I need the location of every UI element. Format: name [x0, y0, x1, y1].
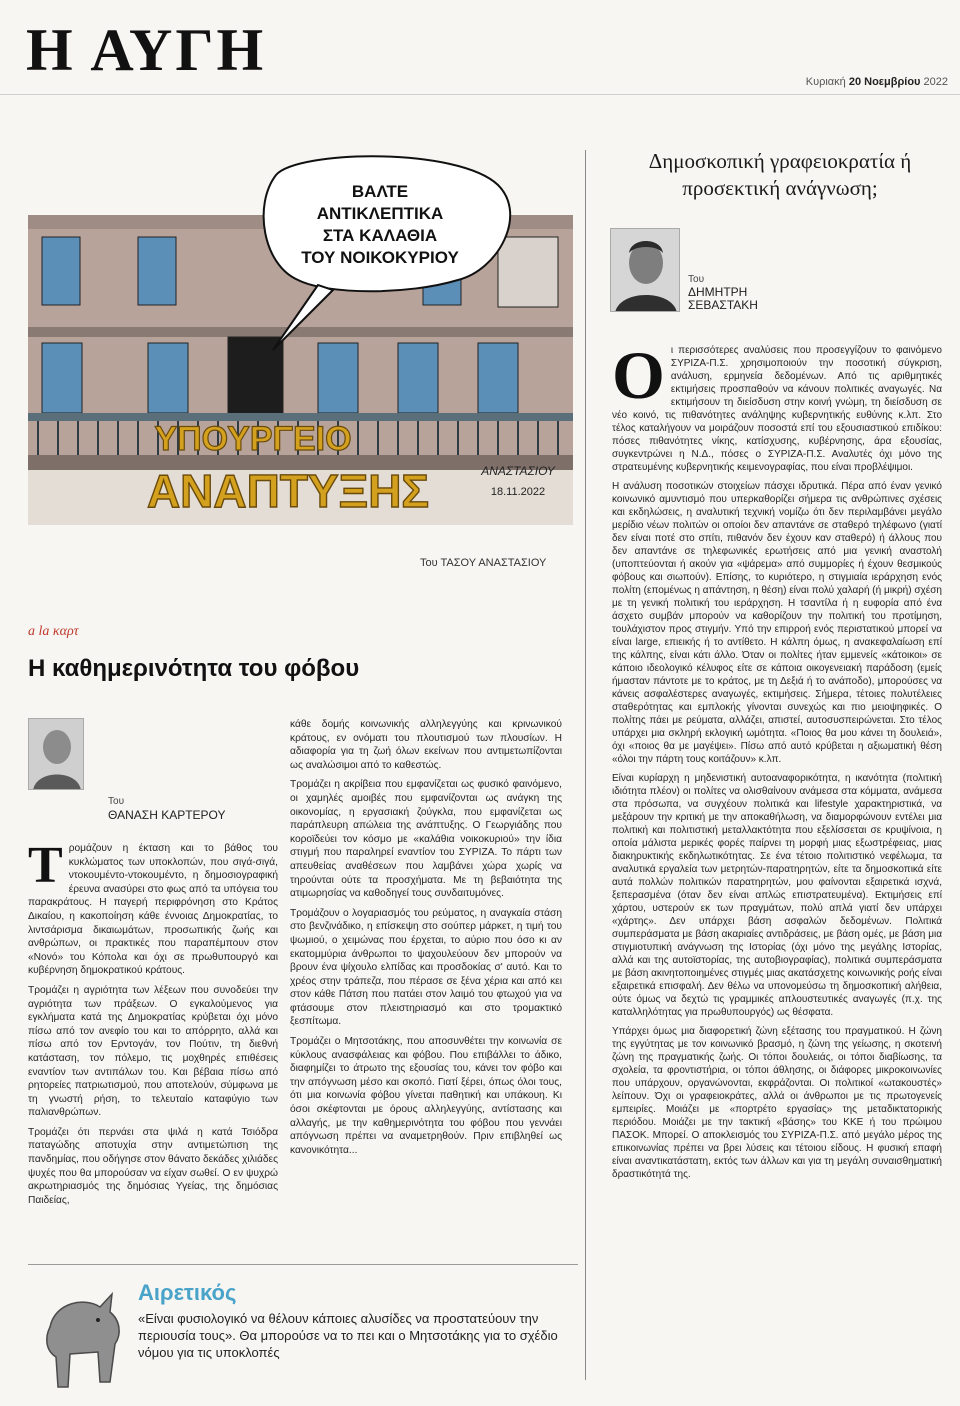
- speech-line: ΑΝΤΙΚΛΕΠΤΙΚΑ: [316, 204, 444, 223]
- author-name: ΘΑΝΑΣΗ ΚΑΡΤΕΡΟΥ: [108, 808, 226, 822]
- article-headline: Η καθημερινότητα του φόβου: [28, 655, 360, 682]
- cartoon-illustration: [28, 145, 573, 550]
- column-rule: [585, 150, 586, 1380]
- box-title: Αιρετικός: [138, 1280, 237, 1305]
- cartoon-signature-date: 18.11.2022: [490, 486, 546, 498]
- sign-line-1: ΥΠΟΥΡΓΕΙΟ: [154, 420, 352, 458]
- rhino-icon: [30, 1272, 130, 1397]
- dateline-date: 20 Νοεμβρίου: [848, 76, 921, 88]
- article-paragraph: Είναι κυρίαρχη η μηδενιστική αυτοαναφορικότητα, η ικανότητα (πολιτική ιδιότητα πλέον) οι πολίτες να ολισθαίνουν ανάμεσα στα κόμματα, ανάμεσα στα πρόσωπα, να συγχέουν πολιτικά και lifestyle χαρακτηριστικά, να μεξάρουν την κριτική με την αποκαθήλωση, να διαμορφώνουν εντέλει μια πολιτική και πολιτιστική μεταλλακτότητα που εξελίσσεται σε κρυψίνοια, η οποία μάλιστα μερικές φορές παίρνει τη μορφή μιας εξωστρέφειας, μιας διακηρυκτικής εκδηλωτικότητας. Σε ένα τέτοιο πολιτιστικό νεφέλωμα, τα αναλυτικά εργαλεία των μετρητών-παρατηρητών, είτε τα δημοσκοπικά είτε αυτά πολλών πολιτικών παρατηρητών, μου φαίνονται εξαιρετικά ισχνά, ξεπερασμένα (όταν δεν είναι απλώς επιστρατευμένα). Εκτιμήσεις επί χάρτου, υστερούν εκ των πραγμάτων, πολύ απλά γιατί δεν υπάρχει «χάρτης». Δεν υπάρχει βάση ασφαλών δεδομένων. Πολιτικά συμπεράσματα με βάση ακαριαίες αντιδράσεις, με βάση ομές, με βάση μια στιγμιοτυπική ανάγνωση της Ιστορίας (όχι μόνο της μεγάλης Ιστορίας, αλλά και της αυτοϊστορίας, της αυτοβιογραφίας), πολιτικά συμπεράσματα με βάση ακινητοποιημένες στιγμές μιας ακατάσχετης κοινωνικής ροής είναι εξαιρετικά επισφαλή. Δεν θέλω να υπονομεύσω τη δημοσκοπική αλήθεια, ούτε όμως να δεχτώ τις γραμμικές απλουστευτικές αναγωγές (π.χ. της καταλληλότητας για πρωθυπουργός) ως θέσφατα.: [612, 773, 942, 1018]
- right-byline-prefix: Του: [688, 274, 705, 285]
- article-column-2: [290, 718, 562, 1163]
- article-paragraph: Οι περισσότερες αναλύσεις που προσεγγίζουν το φαινόμενο ΣΥΡΙΖΑ-Π.Σ. χρησιμοποιούν την ποσοτική σύγκριση, ανάλυση, ερμηνεία δεδομένων. Από τις αριθμητικές εκτιμήσεις προσπαθούν να κάνουν πολιτικές αναγωγές. Να εκτιμήσουν τη διείσδυση στην κοινή γνώμη, τη διείσδυση σε νέο κοινό, τις πιθανότητες ανάληψης κυβερνητικής ευθύνης κ.λπ. Στο τέλος καταλήγουν να μοιράζουν ποσοστά επί του εξουσιαστικού επιδίκου: πόσες πιθανότητες νίκης, κατίσχυσης, κυβέρνησης, άρα εξουσίας, συγκεντρώνει η Ν.Δ., πόσες ο ΣΥΡΙΖΑ-Π.Σ. Αναλυτές όχι μόνο της στρατευμένης κυβερνητικής κειμενογραφίας, που είναι προβλέψιμοι.: [612, 337, 942, 473]
- cartoon-signature: ΑΝΑΣΤΑΣΙΟΥ: [481, 464, 555, 478]
- dateline-year: 2022: [923, 76, 948, 88]
- box-rule: [28, 1264, 578, 1265]
- article-paragraph: Τρομάζουν ο λογαριασμός του ρεύματος, η αναγκαία στάση στο βενζινάδικο, η επίσκεψη στο σούπερ μάρκετ, η τιμή του ψωμιού, ο χειμώνας που έρχεται, το αύριο που όσο κι αν εκατομμύρια άνθρωποι το ψαχουλεύουν δεν μπορούν να βρουν ένα ψίχουλο ελπίδας και προσδοκίας σ' αυτό. Και το χρέος στην τράπεζα, που πέρασε σε ξένα χέρια και από κει στον κάθε Πάτση που πατάει στον λαιμό του φτωχού για να φτάσουμε στον πλειστηριασμό και στο τρομακτικό ξεσπίτωμα.: [290, 907, 562, 1028]
- dateline-day: Κυριακή: [805, 76, 846, 88]
- article-paragraph: Υπάρχει όμως μια διαφορετική ζώνη εξέτασης του πραγματικού. Η ζώνη της εγγύτητας με τον κοινωνικό βρασμό, η ζώνη της γείωσης, η σκοτεινή ζώνη της πραγματικής ζωής. Οι τόποι δουλειάς, οι τόποι διαβίωσης, τα σχολεία, τα φροντιστήρια, οι τόποι άθλησης, οι διάφορες μικροκοινωνίες που υπάρχουν, οργανώνονται, εκφράζονται. Οι πολιτικοί «ωτακουστές» λείπουν. Όχι οι γραφειοκράτες, αλλά οι άνθρωποι με τις πρωτογενείς εμπειρίες. Μοιάζει με «πορτρέτο εργασίας» της μεταδικτατορικής περιόδου. Μοιάζει με την τακτική «βάσης» του ΚΚΕ ή του πρώιμου ΠΑΣΟΚ. Μπορεί. Ο αποκλεισμός του ΣΥΡΙΖΑ-Π.Σ. από μεγάλο μέρος της επικοινωνίας πρέπει να βρει λύσεις και τέτοιου είδους. Η φυσική επαφή είναι αναντικατάστατη, εκτός των άλλων και για τη μεγάλη συναισθηματική δραστικότητά της.: [612, 1026, 942, 1180]
- top-rule: [0, 94, 960, 95]
- right-author-first: ΔΗΜΗΤΡΗ: [688, 285, 748, 299]
- author-photo: [28, 718, 84, 790]
- cartoon-credit: Του ΤΑΣΟΥ ΑΝΑΣΤΑΣΙΟΥ: [420, 557, 547, 569]
- right-article-body: [612, 337, 942, 1187]
- article-paragraph: Τρομάζουν η έκταση και το βάθος του κυκλώματος των υποκλοπών, που σιγά-σιγά, ντοκουμέντο-ντοκουμέντο, η δημοσιογραφική έρευνα ανασύρει στο φως από τα υπόγεια του παρακράτους. Η παγερή περιφρόνηση στο Κράτος Δικαίου, η κακοποίηση κάθε έννοιας Δημοκρατίας, το λιντσάρισμα δικαιωμάτων, προσωπικής ζωής και ανθρώπων, οι πρακτικές που παραπέμπουν στον «Νονό» του Κόπολα και όχι σε πρωθυπουργό και κυβέρνηση δημοκρατικού κράτους.: [28, 837, 278, 977]
- article-column-1: [28, 837, 278, 1213]
- masthead-logo: Η ΑΥΓΗ: [26, 17, 267, 83]
- cartoon: [28, 145, 573, 550]
- right-author-photo: [610, 228, 680, 312]
- speech-line: ΒΑΛΤΕ: [351, 182, 409, 201]
- drop-cap: Ο: [612, 337, 665, 413]
- section-kicker: a la καρτ: [28, 624, 79, 639]
- article-paragraph: Τρομάζει η ακρίβεια που εμφανίζεται ως φυσικό φαινόμενο, οι χαμηλές αμοιβές που εμφανίζονται ως ανάγκη της οικονομίας, η εργασιακή ζούγκλα, που εμφανίζεται ως παράπλευρη απώλεια της ανάπτυξης. Ο Γεωργιάδης που κοροϊδεύει τον κόσμο με «καλάθια νοικοκυριού» την ίδια στιγμή που παραληρεί εναντίον του ΣΥΡΙΖΑ. Το πάρτι των απευθείας αναθέσεων που λαμβάνει χώρα χωρίς να τηρούνται ούτε τα προσχήματα. Με τη βεβαιότητα της ατιμωρησίας να καθοδηγεί τους συνδαιτυμόνες.: [290, 779, 562, 900]
- article-paragraph: κάθε δομής κοινωνικής αλληλεγγύης και κρινωνικού κράτους, εν ονόματι του πλουτισμού των πλουσίων. Η αδιαφορία για τη ζωή όλων εκείνων που αντιμετωπίζονται ως αναλώσιμοι από το καθεστώς.: [290, 719, 562, 771]
- speech-line: ΣΤΑ ΚΑΛΑΘΙΑ: [322, 226, 438, 245]
- article-paragraph: Τρομάζει η αγριότητα των λέξεων που συνοδεύει την αγριότητα των πράξεων. Ο εγκαλούμενος για εγκλήματα κατά της Δημοκρατίας κρύβεται όχι μόνο πίσω από τον ανεφίο του και το απόρρητο, αλλά και πίσω από τον Ερντογάν, τον Πούτιν, τη διεθνή κατάσταση, τον πόλεμο, τις μοχθηρές επιθέσεις εναντίον των αντιπάλων του. Και βέβαια πίσω από ρητορείες πατριωτισμού, που αποτελούν, σύμφωνα με τη γνωστή ρήση, το τελευταίο καταφύγιο των παλιανθρώπων.: [28, 984, 278, 1119]
- article-paragraph: Τρομάζει ότι περνάει στα ψιλά η κατά Τσιόδρα παταγώδης αποτυχία στην αντιμετώπιση της πανδημίας, που οδήγησε στον θάνατο δεκάδες χιλιάδες ψυχές που θα μπορούσαν να είχαν σωθεί. Ο εν ψυχρώ ακρωτηριασμός της δημόσιας Υγείας, της δημόσιας Παιδείας,: [28, 1126, 278, 1206]
- right-article-headline: Δημοσκοπική γραφειοκρατία ή προσεκτική ανάγνωση;: [648, 149, 912, 200]
- byline-prefix: Του: [108, 796, 125, 807]
- article-paragraph: Η ανάλυση ποσοτικών στοιχείων πάσχει ιδρυτικά. Πέρα από έναν γενικό κοινωνικό αμυντισμό που υπερκαθορίζει σήμερα τις ανθρώπινες σχέσεις και εκδηλώσεις, η αναλυτική τεχνική νομίζω ότι δεν περιλαμβάνει μεγάλο μερίδιο νέων πολιτών οι οποίοι δεν απαντάνε σε σταθερό τηλέφωνο (γιατί δεν είναι ποτέ στο σπίτι, πιθανόν δεν έχουν καν σταθερό) ή άλλους που δεν απαντάνε σε τηλεφωνικές ερωτήσεις από μια γενική αναστολή (υποπτεύονται ή ακούν για «ψάρεμα» από συμμορίες ή έχουν θεσμικούς φόβους και σιωπούν). Επίσης, το κυριότερο, η στιγμιαία ιεράρχηση ενός πολίτη (επομένως η απάντηση, η θέση) είναι πολύ χαλαρή (ή μικρή) σχέση με τη γενική πολιτική του ιεράρχηση. Η τσαντίλα ή η ευφορία από ένα άσχετο συμβάν μπορούν να καθορίζουν την πολιτική του προτίμηση, τουλάχιστον προς στιγμήν. Υπό την επιρροή ενός περιστατικού μπορεί να είναι large, επιεικής ή το αντίθετο. Η κάλπη όμως, η ανακεφαλαίωση επί της κάλπης, είναι κάτι άλλο. Όταν οι πολίτες ήταν εμμενείς «κάτοικοι» σε κάποιο ιδεολογικό κέλυφος είτε σε κάποια οικογενειακή παράδοση (εμείς ήμασταν πάντοτε με το κράτος, με τη Δεξιά ή το ανάποδο), μπορούσες να κάνεις ασφαλέστερες αναγωγές, εκτιμήσεις. Σήμερα, τέτοιες πολυτέλειες σταθερότητας και εμπλοκής γίνονται συνεχώς και πιο μειοψηφικές. Ο πολίτης πάει με ρεύματα, αλλάζει, απιστεί, αυτοσυσπειρώνεται. Στο τέλος υπάρχει μια σκληρή εκλογική ωμότητα. «Ποιος θα μου κάνει τη δουλειά», όχι «ποιος θα με μαγέψει». Πίσω από αυτό κρύβεται η αξιωματική θέση «όλοι την πάρτη τους κοιτάζουν» κ.λπ.: [612, 481, 942, 765]
- speech-line: ΤΟΥ ΝΟΙΚΟΚΥΡΙΟΥ: [301, 248, 459, 267]
- drop-cap: Τ: [28, 837, 63, 894]
- box-quote: «Είναι φυσιολογικό να θέλουν κάποιες αλυσίδες να προστατεύουν την περιουσία τους». Θα μπορούσε να το πει και ο Μητσοτάκης για το σχέδιο νόμου για τις υποκλοπές: [138, 1311, 558, 1360]
- right-author-last: ΣΕΒΑΣΤΑΚΗ: [688, 298, 758, 312]
- sign-line-2: ΑΝΑΠΤΥΞΗΣ: [146, 465, 430, 517]
- article-paragraph: Τρομάζει ο Μητσοτάκης, που αποσυνθέτει την κοινωνία σε κύκλους ανασφάλειας και φόβου. Που επιβάλλει το άδικο, διαφημίζει το άτρωτο της εξουσίας του, κάνει τον φόβο και την απόγνωση μέσο και σκοπό. Γιατί ξέρει, όπως όλοι τους, ότι μια κοινωνία φόβου γίνεται παθητική και υπάκουη. Κι όσοι σκέφτονται με όρους αλληλεγγύης, αντίστασης και αλλαγής, με την καθημερινότητα του φόβου που γεννάει απόγνωση πρέπει να αναμετρηθούν. Πριν επιβληθεί ως κανονικότητα...: [290, 1036, 562, 1156]
- dateline: [806, 76, 948, 88]
